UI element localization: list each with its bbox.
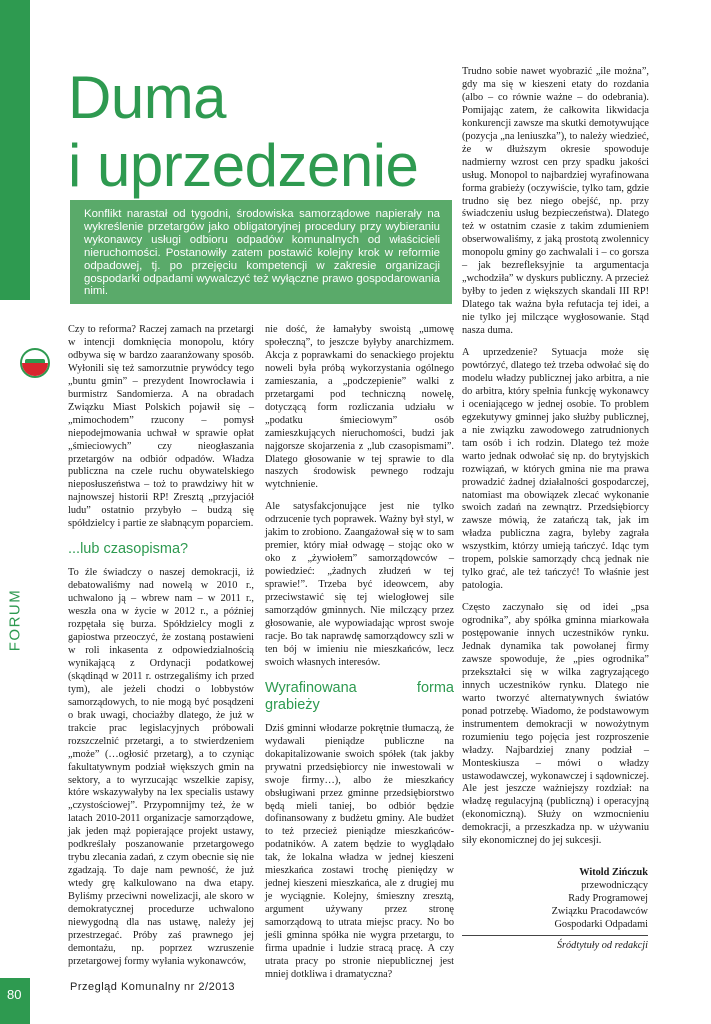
subheading: ...lub czasopisma? [68, 541, 189, 558]
subheading: Wyrafinowana forma grabieży [265, 679, 454, 713]
page-number: 80 [0, 978, 30, 1024]
title-line-2: i uprzedzenie [68, 132, 419, 199]
author-role-line: Rady Programowej [568, 893, 648, 904]
lead-box: Konflikt narastał od tygodni, środowiska samorządowe napierały na wykreślenie przetargów jako obligatoryjnej procedury przy wybieraniu wykonawcy usługi odbioru odpadów komunalnych od właścicieli nieruchomości. Postanowiły zatem postawić kolejny krok w reformie odpadowej, tj. po przejęciu kompetencji w zakresie organizacji gospodarki odpadami wywalczyć też wyłączne prawo gospodarowania nimi. [70, 200, 452, 304]
paragraph: Dziś gminni włodarze pokrętnie tłumaczą, że wydawali pieniądze publiczne na dokapitalizowanie swoich spółek (tak jakby prywatni przedsiębiorcy nie inwestowali w swoje firmy…), albo że mieszkańcy obsługiwani przez gminne przedsiębiorstwo będą mieli taniej, bo odbiór będzie dofinansowany z budżetu gminy. Ale budżet to też przecież pieniądze mieszkańców-podatników. A zatem będzie to wyglądało tak, że lokalna władza w jednej kieszeni mieszkańca zostawi trochę pieniędzy w jednej kieszeni mieszkańca, ale z drugiej mu je wyciągnie. Kolejny, śmieszny zresztą, argument używany przez stronę samorządową to utrata miejsc pracy. No bo jeśli gminna spółka nie wygra przetargu, to firma upadnie i ludzie stracą pracę. A czy utrata pracy po stronie niepublicznej jest mniej dotkliwa i dramatyczna? [265, 722, 454, 980]
author-role-line: przewodniczący [581, 880, 648, 891]
side-accent-bar [0, 0, 30, 300]
author-name: Witold Zińczuk [579, 867, 648, 878]
column-1 [68, 324, 254, 978]
author-signature [462, 866, 648, 952]
section-label: FORUM [6, 588, 24, 652]
column-2 [265, 324, 454, 991]
paragraph: A uprzedzenie? Sytuacja może się powtórzyć, dlatego też trzeba odwołać się do modelu władzy publicznej jako arbitra, a nie do arbitra, który spełnia funkcję wykonawcy i oceniającego w jednej osobie. To problem egzekutywy gminnej jako służby publicznej, a nie związku zawodowego zatrudnionych tam osób i ich rodzin. Dlatego też może warto jednak odwołać się np. do brytyjskich rozwiązań, w których gmina nie ma prawa prowadzić żadnej działalności gospodarczej, natomiast ma obowiązek zlecać wykonanie swoich zadań na zewnątrz. Przedsiębiorcy zawsze mówią, że zatańczą tak, jak im władza publiczna zagra, byleby zagrała wszystkim, którzy umieją tańczyć. Idąc tym tropem, polskie samorządy chcą jednak nie tylko grać, ale też tańczyć! To właśnie jest patologia. [462, 347, 649, 592]
column-3 [462, 66, 649, 857]
paragraph: Czy to reforma? Raczej zamach na przetargi w intencji domknięcia monopolu, który odbywa się w bardzo zaaranżowany sposób. Wyłonili się też samorzutnie prywódcy tego „buntu gmin” – prezydent Inowrocławia i burmistrz Sandomierza. A na obradach Związku Miast Polskich pojawił się – „mimochodem” rzucony – pomysł niepodejmowania uchwał w sprawie opłat „śmieciowych” czy nieogłaszania przetargów na odbiór odpadów. Władza publiczna na czele ruchu obywatelskiego nieposłuszeństwa – toż to prawdziwy hit w najnowszej historii RP! Zresztą „przyjaciół ludu” ostatnio przybyło – budzą się spółdzielcy i partie ze słabnącym poparciem. [68, 324, 254, 530]
title-line-1: Duma [68, 64, 227, 131]
divider [462, 935, 648, 936]
editorial-note: Śródtytuły od redakcji [556, 940, 648, 951]
paragraph: To źle świadczy o naszej demokracji, iż debatowaliśmy nad nowelą w 2010 r., uchwalono ją – wbrew nam – w 2011 r., weszła ona w życie w 2012 r., a później rozpętała się burza. Spółdzielcy mogli z gapiostwa przeoczyć, że zostaną postawieni w roli inkasenta z odpowiedzialnością wynikającą z Ordynacji podatkowej (skądinąd w 2011 r. ostrzegaliśmy ich przed tym), ale jeżeli chodzi o lobbystów samorządowych, to nie mogą być posądzeni o brak uwagi, chociażby dlatego, że już w trakcie prac legislacyjnych próbowali rozszczelnić przetargi, a to stwierdzeniem „może” (…ogłosić przetarg), a to czyniąc fakultatywnym podział większych gmin na sektory, a to wyrzucając wszelkie zapisy, które wskazywałyby na lex specialis ustawy „czystościowej”. Przypomnijmy też, że w latach 2010-2011 organizacje samorządowe, jak jeden mąż popierające projekt ustawy, podkreślały poszanowanie przetargowego trybu zlecania zadań, z czym obecnie się nie zgadzają. To daje nam pewność, że już wtedy grę kalkulowano na dwa etapy. Byliśmy przeciwni nowelizacji, ale skoro w demokratycznej procedurze uchwalono niewygodną dla nas ustawę, należy jej przestrzegać. Próby zaś prawnego jej demontażu, np. poprzez wzruszenie przetargowej formy wyłania wykonawców, [68, 567, 254, 967]
paragraph: nie dość, że łamałyby swoistą „umowę społeczną”, to jeszcze byłyby anarchizmem. Akcja z poprawkami do senackiego projektu noweli była próbą wykorzystania ogólnego zamieszania, a „podczepienie” walki z przetargami pod techniczną nowelę, dotyczącą form rozliczania udziału w „podatku śmieciowym” osób zamieszkujących nieruchomości, budzi jak najgorsze skojarzenia z „lub czasopismami”. Dlatego głosowanie w tej sprawie to dla naszych środowisk pewnego rodzaju wytchnienie. [265, 324, 454, 491]
emblem-logo [20, 348, 50, 378]
author-role-line: Związku Pracodawców [551, 906, 648, 917]
paragraph: Trudno sobie nawet wyobrazić „ile można”, gdy ma się w kieszeni etaty do rozdania (albo – co równie ważne – do odebrania). Pomijając zatem, że całkowita likwidacja konkurencji zawsze ma skutki demotywujące (pozycja „na leniuszka”), to należy wiedzieć, że w dłuższym okresie spowoduje nadmierny wzrost cen przy spadku jakości usług. Monopol to najbardziej wyrafinowana forma grabieży (oczywiście, tylko tam, gdzie trudno się bez niego obejść, np. przy świadczeniu usług bezpieczeństwa). Dlatego też w ostatnim czasie z takim zdumieniem obserwowaliśmy, z jaką prostotą zwolennicy monopolu gminy go zachwalali i – co gorsza – jak bezrefleksyjnie ta argumentacja „wchodziła” w dyskurs publiczny. A przecież byłby to jeden z większych skandali III RP! Dlatego tak ważna była refutacja tej idei, a nie tylko jej milczące wygłosowanie. Stąd nasza duma. [462, 66, 649, 337]
article-title [68, 64, 418, 200]
paragraph: Często zaczynało się od idei „psa ogrodnika”, aby spółka gminna miarkowała postępowanie innych uczestników rynku. Jednak dynamika tak powołanej firmy zawsze spowoduje, że „pies ogrodnika” przekształci się w wilka zagryzającego innych uczestników rynku. Dlatego nie warto tworzyć alternatywnych światów ponad potrzebę. Wiadomo, że podstawowym instrumentem demokracji w nowożytnym rozumieniu tego pojęcia jest rozproszenie władzy. Najbardziej znany podział – Monteskiusza – mówi o władzy ustawodawczej, wykonawczej i sądowniczej. Ale jest jeszcze ważniejszy rozdział: na władzę regulacyjną (publiczną) i operacyjną (ekonomiczną). Służy on wzmocnieniu demokracji, a przeszkadza np. w używaniu siły ekonomicznej do jej sukcesji. [462, 602, 649, 847]
paragraph: Ale satysfakcjonujące jest nie tylko odrzucenie tych poprawek. Ważny był styl, w jakim to zrobiono. Zaangażował się w to sam premier, który miał odwagę – stojąc oko w oko z „żywiołem” samorządowców – powiedzieć: „żadnych złudzeń w tej sprawie!”. Trzeba być ideowcem, aby przeciwstawić się tej wielogłowej sile samorządów gminnych. Nie milczący przez głosowanie, ale wypowiadając wprost swoje racje. Bo tak naprawdę samorządowcy szli w ten bój w imieniu nie mieszkańców, lecz swoich własnych interesów. [265, 501, 454, 668]
publication-footer: Przegląd Komunalny nr 2/2013 [70, 981, 236, 993]
author-role-line: Gospodarki Odpadami [554, 919, 648, 930]
